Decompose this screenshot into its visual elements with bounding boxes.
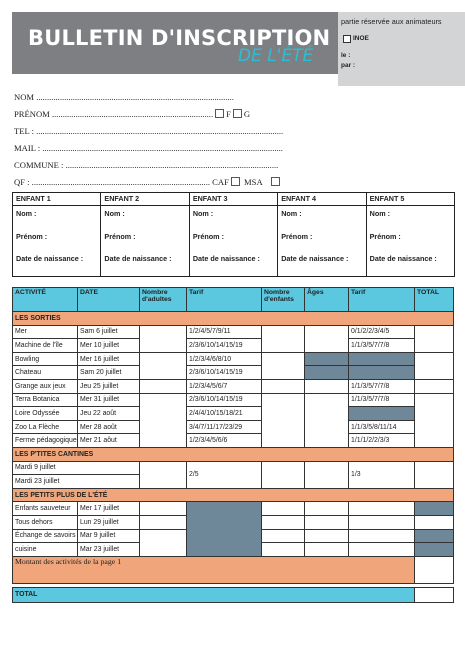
caf-label: CAF [212,177,229,187]
adults-input[interactable] [140,502,187,516]
child-dob[interactable]: Date de naissance : [281,254,349,263]
montant-label: Montant des activités de la page 1 [13,556,415,583]
activity-name: Terra Botanica [13,393,78,407]
activity-date: Sam 20 juillet [78,366,140,380]
activity-name: Mardi 23 juillet [13,475,140,489]
activity-name: Machine de l'île [13,339,78,353]
adults-input[interactable] [140,325,187,352]
section-label: LES PETITS PLUS DE L'ÉTÉ [13,488,454,502]
children-input[interactable] [262,502,305,516]
child-dob[interactable]: Date de naissance : [104,254,172,263]
children-input[interactable] [262,515,305,529]
ages-input[interactable] [305,515,349,529]
children-input[interactable] [262,325,305,352]
mail-field[interactable]: MAIL : ................................................................................................................ [14,143,283,153]
nom-field[interactable]: NOM ............................................................................................ [14,92,234,102]
child-tarif: 1/1/3/5/8/11/14 [349,420,415,434]
activity-date: Mer 31 juillet [78,393,140,407]
table-row [13,379,454,393]
tel-field[interactable]: TEL : ................................................................................................................... [14,126,284,136]
msa-label: MSA [244,177,263,187]
child-tarif: 1/1/3/5/7/7/8 [349,379,415,393]
child-tarif [349,515,415,529]
unavailable-cell [415,543,454,557]
col-total: TOTAL [415,288,454,312]
child-title: ENFANT 3 [190,193,277,206]
child-tarif: 1/1/3/5/7/7/8 [349,393,415,407]
child-tarif: 0/1/2/2/3/4/5 [349,325,415,339]
child-prenom[interactable]: Prénom : [104,232,136,241]
table-row [13,325,454,339]
child-4 [278,193,366,276]
unavailable-cell [187,502,262,556]
child-tarif: 1/3 [349,461,415,488]
activity-date: Mer 28 août [78,420,140,434]
activity-date: Mer 16 juillet [78,352,140,366]
child-3 [190,193,278,276]
activity-name: Bowling [13,352,78,366]
grand-total-input[interactable] [415,587,454,602]
reserved-title: partie réservée aux animateurs [341,17,442,26]
ages-input[interactable] [305,502,349,516]
unavailable-cell [349,366,415,380]
total-input[interactable] [415,393,454,447]
child-prenom[interactable]: Prénom : [16,232,48,241]
adult-tarif: 2/3/6/10/14/15/19 [187,339,262,353]
child-tarif [349,543,415,557]
child-nom[interactable]: Nom : [192,209,214,218]
unavailable-cell [305,352,349,366]
child-title: ENFANT 2 [101,193,188,206]
adults-input[interactable] [140,379,187,393]
activity-date: Jeu 22 août [78,407,140,421]
unavailable-cell [349,352,415,366]
unavailable-cell [305,366,349,380]
qf-field[interactable] [14,177,282,187]
child-nom[interactable]: Nom : [281,209,302,218]
activity-name: Échange de savoirs [13,529,78,543]
ages-input[interactable] [305,325,349,352]
col-adultes: Nombre d'adultes [140,288,187,312]
child-dob[interactable]: Date de naissance : [192,254,260,263]
child-nom[interactable]: Nom : [16,209,37,218]
section-sorties [13,312,454,326]
reserved-by-label: par : [341,62,356,69]
reserved-date-label: le : [341,52,351,59]
activity-date: Mar 23 juillet [78,543,140,557]
col-tarif: Tarif [187,288,262,312]
activity-name: Mardi 9 juillet [13,461,140,475]
gender-f-checkbox[interactable] [215,109,224,118]
activity-name: Enfants sauveteur [13,502,78,516]
prenom-field[interactable] [14,109,250,119]
child-tarif: 1/1/3/5/7/7/8 [349,339,415,353]
activities-table [12,287,454,603]
adult-tarif: 3/4/7/11/17/23/29 [187,420,262,434]
adults-input[interactable] [140,393,187,447]
unavailable-cell [415,502,454,516]
child-title: ENFANT 4 [278,193,365,206]
child-prenom[interactable]: Prénom : [192,232,224,241]
activity-name: cuisine [13,543,78,557]
activity-name: Ferme pédagogique [13,434,78,448]
activity-date: Mer 10 juillet [78,339,140,353]
table-row [13,434,454,448]
total-label: TOTAL [13,587,415,602]
total-input[interactable] [415,461,454,488]
child-tarif [349,529,415,543]
ages-input[interactable] [305,393,349,447]
activity-date: Lun 29 juillet [78,515,140,529]
total-row [13,587,454,602]
child-5 [367,193,454,276]
activity-name: Grange aux jeux [13,379,78,393]
adult-tarif: 1/2/3/4/5/6/7 [187,379,262,393]
total-input[interactable] [415,325,454,352]
form-title: BULLETIN D'INSCRIPTION [28,26,331,50]
ages-input[interactable] [305,379,349,393]
table-row [13,339,454,353]
adults-input[interactable] [140,515,187,529]
total-input[interactable] [415,515,454,529]
adult-tarif: 1/2/3/4/6/8/10 [187,352,262,366]
unavailable-cell [415,529,454,543]
inoe-checkbox[interactable] [343,35,351,43]
child-prenom[interactable]: Prénom : [281,232,313,241]
ages-input[interactable] [305,529,349,543]
section-petits-plus [13,488,454,502]
col-tarif2: Tarif [349,288,415,312]
section-label: LES SORTIES [13,312,454,326]
child-2 [101,193,189,276]
adult-tarif: 1/2/4/5/7/9/11 [187,325,262,339]
child-nom[interactable]: Nom : [104,209,125,218]
children-input[interactable] [262,352,305,379]
col-ages: Âges [305,288,349,312]
col-activite: ACTIVITÉ [13,288,78,312]
table-header [13,288,454,312]
child-1 [13,193,101,276]
total-input[interactable] [415,379,454,393]
caf-checkbox[interactable] [231,177,240,186]
header-banner [12,12,338,74]
child-dob[interactable]: Date de naissance : [16,254,84,263]
activity-name: Chateau [13,366,78,380]
child-tarif [349,502,415,516]
adult-tarif: 2/4/4/10/15/18/21 [187,407,262,421]
adult-tarif: 2/3/6/10/14/15/19 [187,393,262,407]
col-date: DATE [78,288,140,312]
inoe-label: INOE [353,35,369,42]
gender-g-checkbox[interactable] [233,109,242,118]
activity-name: Tous dehors [13,515,78,529]
child-dob[interactable]: Date de naissance : [369,254,437,263]
table-row [13,352,454,366]
adults-input[interactable] [140,461,187,488]
ages-input[interactable] [305,461,349,488]
activity-date: Jeu 25 juillet [78,379,140,393]
msa-checkbox[interactable] [271,177,280,186]
gender-g-label: G [243,109,251,119]
unavailable-cell [349,407,415,421]
table-row [13,393,454,407]
table-row [13,407,454,421]
adults-input[interactable] [140,352,187,379]
gender-f-label: F [226,109,231,119]
adults-input[interactable] [140,529,187,556]
children-input[interactable] [262,461,305,488]
table-row [13,420,454,434]
commune-field[interactable]: COMMUNE : ................................................................................................... [14,160,279,170]
child-tarif: 1/1/1/2/2/3/3 [349,434,415,448]
activity-date: Mer 21 aôut [78,434,140,448]
table-row [13,461,454,475]
adult-tarif: 1/2/3/4/5/6/6 [187,434,262,448]
section-cantines [13,447,454,461]
montant-row [13,556,454,583]
prenom-label: PRÉNOM ........................................................................... [14,109,214,119]
activity-date: Sam 6 juillet [78,325,140,339]
section-label: LES P'TITES CANTINES [13,447,454,461]
adult-tarif: 2/5 [187,461,262,488]
children-input[interactable] [262,543,305,557]
montant-input[interactable] [415,556,454,583]
activity-date: Mar 9 juillet [78,529,140,543]
staff-reserved-box [338,12,465,86]
children-input[interactable] [262,393,305,447]
activity-name: Zoo La Flèche [13,420,78,434]
activity-date: Mer 17 juillet [78,502,140,516]
qf-label: QF : ................................................................................... [14,177,210,187]
total-input[interactable] [415,352,454,379]
col-enfants: Nombre d'enfants [262,288,305,312]
children-grid [12,192,455,277]
activity-name: Mer [13,325,78,339]
child-prenom[interactable]: Prénom : [369,232,401,241]
table-row [13,366,454,380]
child-title: ENFANT 1 [13,193,100,206]
table-row [13,502,454,516]
adult-tarif: 2/3/6/10/14/15/19 [187,366,262,380]
children-input[interactable] [262,379,305,393]
ages-input[interactable] [305,543,349,557]
activity-name: Loire Odyssée [13,407,78,421]
child-nom[interactable]: Nom : [369,209,390,218]
child-title: ENFANT 5 [367,193,454,206]
children-input[interactable] [262,529,305,543]
form-subtitle: DE L'ÉTÉ [238,46,314,66]
